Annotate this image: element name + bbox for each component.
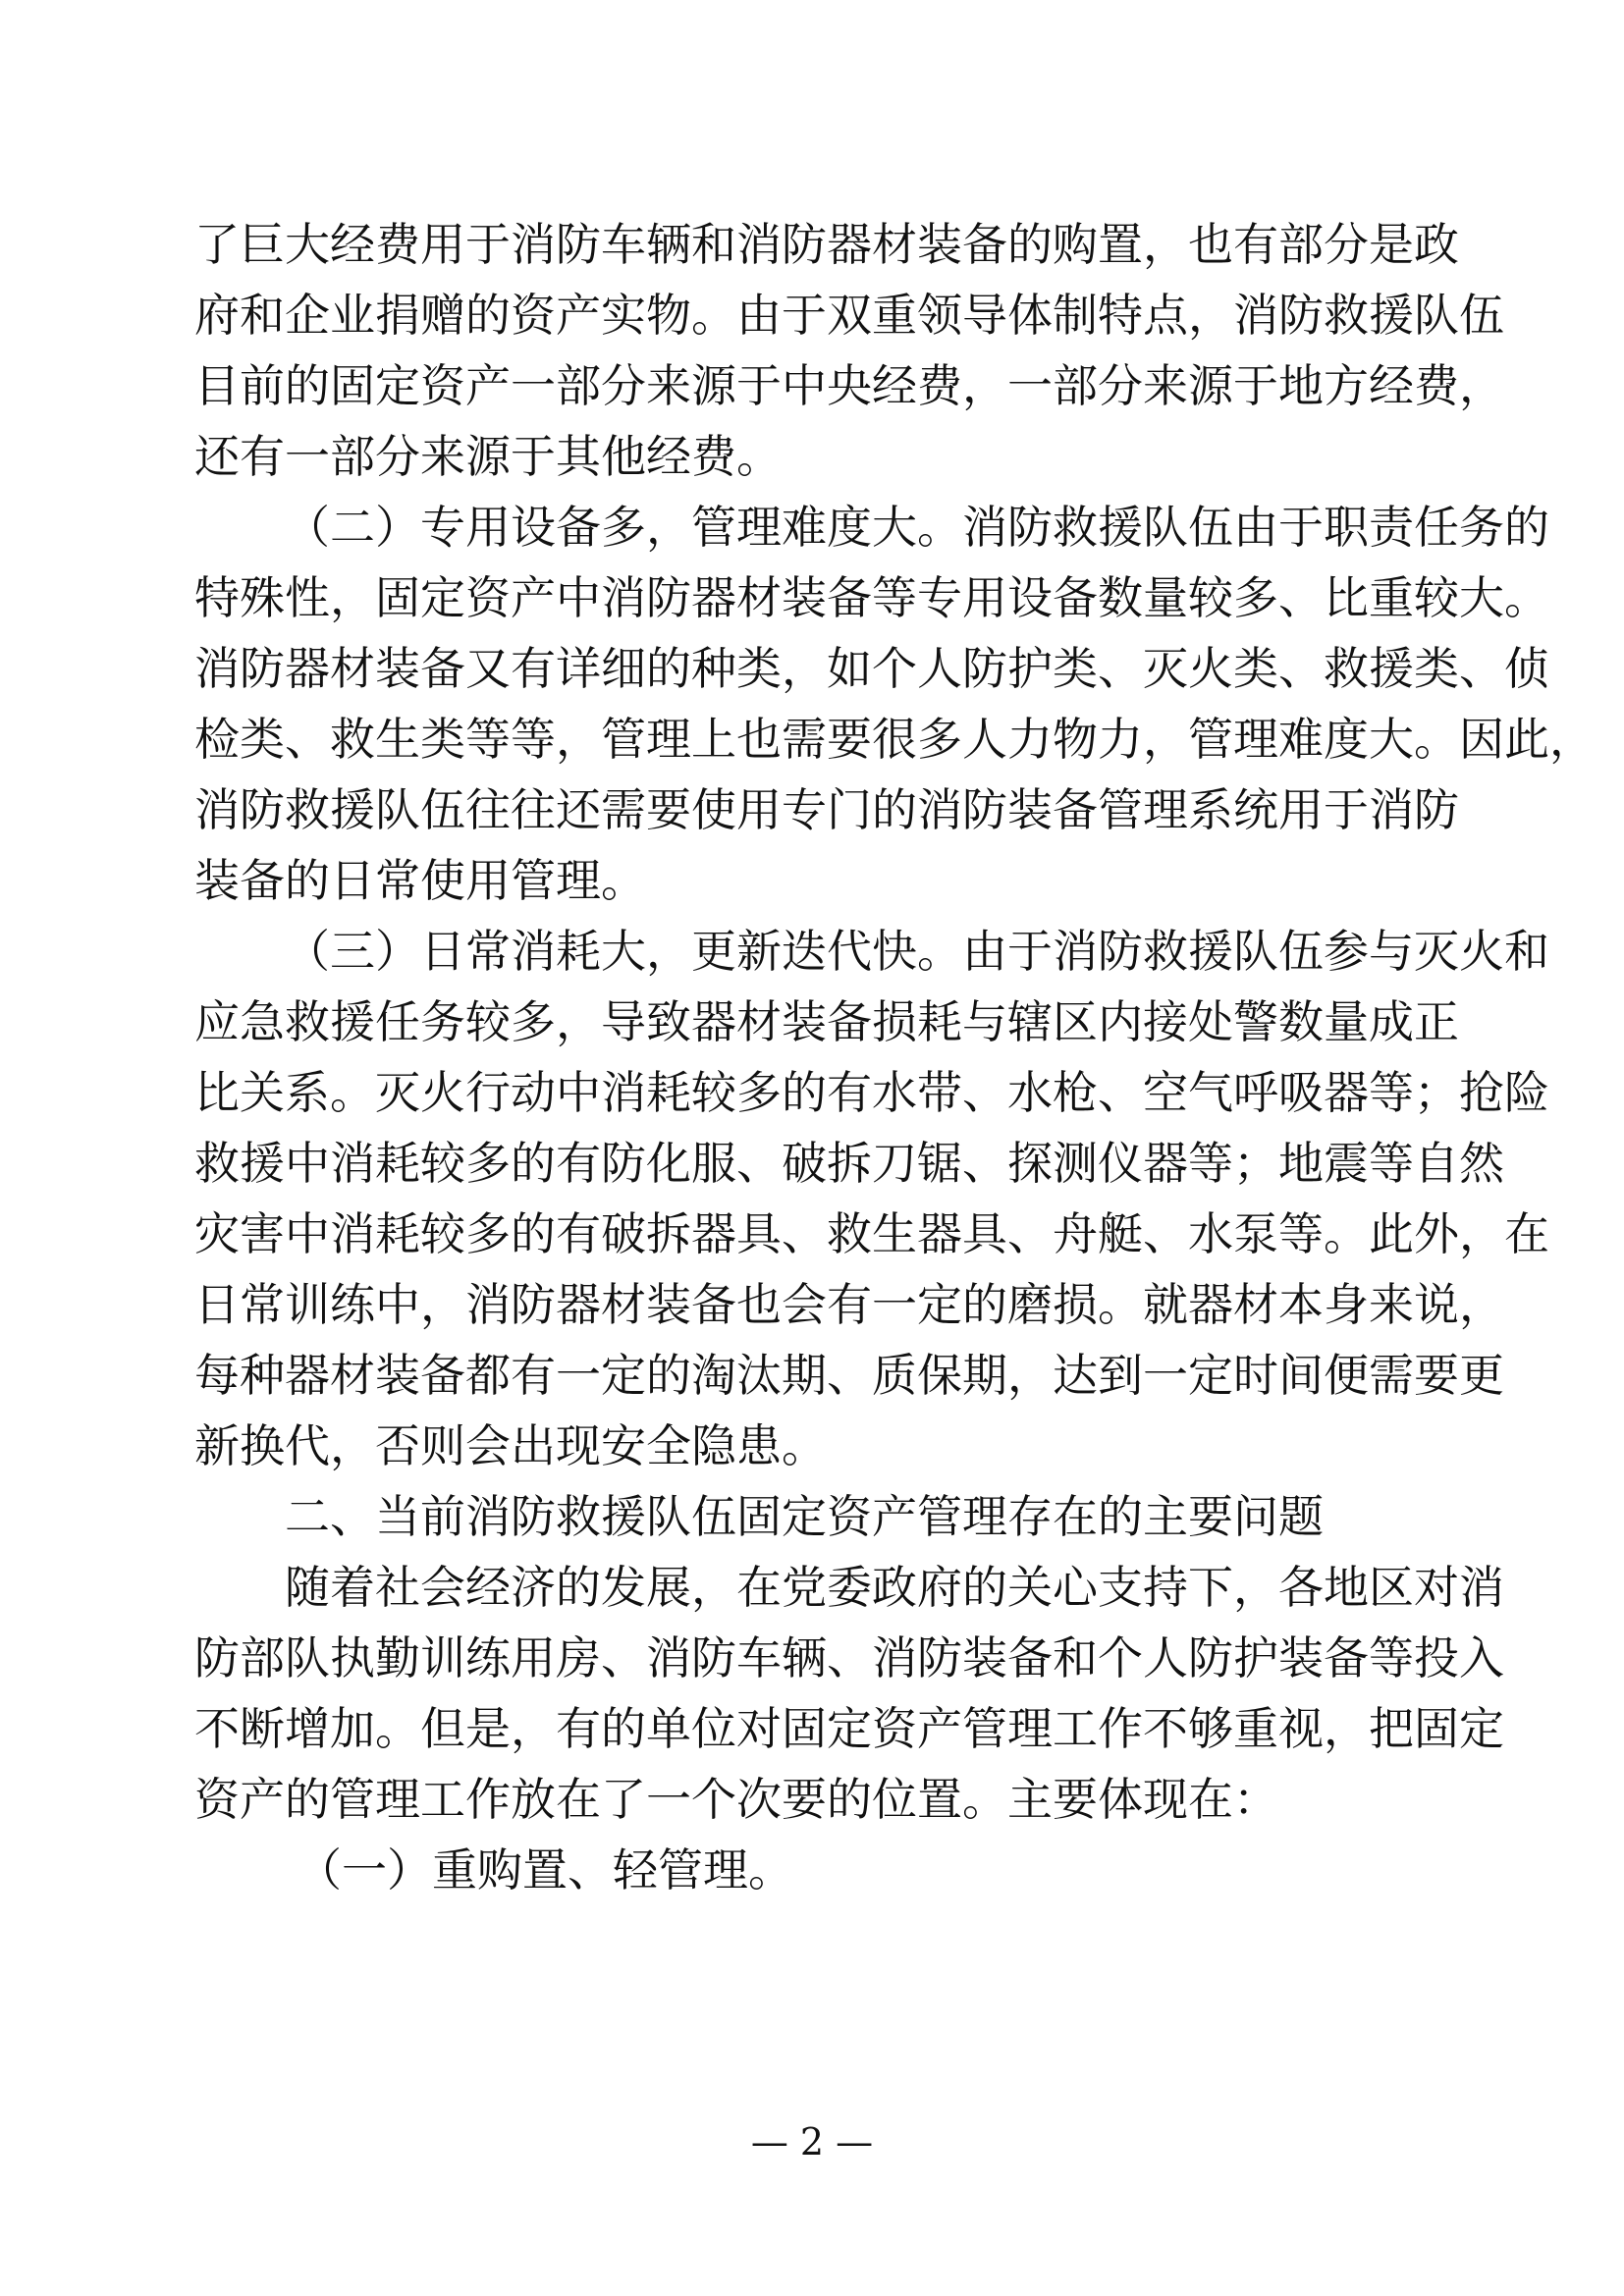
paragraph-line: 不断增加。但是，有的单位对固定资产管理工作不够重视，把固定 <box>194 1702 1504 1755</box>
paragraph-line: 消防救援队伍往往还需要使用专门的消防装备管理系统用于消防 <box>194 783 1459 836</box>
document-body <box>194 209 1595 1905</box>
paragraph-line: 救援中消耗较多的有防化服、破拆刀锯、探测仪器等；地震等自然 <box>194 1137 1504 1190</box>
paragraph-line: 比关系。灭火行动中消耗较多的有水带、水枪、空气呼吸器等；抢险 <box>194 1066 1549 1119</box>
paragraph-line: 特殊性，固定资产中消防器材装备等专用设备数量较多、比重较大。 <box>194 571 1549 624</box>
paragraph-line: 装备的日常使用管理。 <box>194 854 646 907</box>
paragraph-line: 检类、救生类等等，管理上也需要很多人力物力，管理难度大。因此， <box>194 713 1595 766</box>
paragraph-line: 新换代，否则会出现安全隐患。 <box>194 1419 827 1472</box>
paragraph-line: 每种器材装备都有一定的淘汰期、质保期，达到一定时间便需要更 <box>194 1349 1504 1402</box>
section-heading-line: （二）专用设备多，管理难度大。消防救援队伍由于职责任务的 <box>285 501 1549 554</box>
paragraph-line: 日常训练中，消防器材装备也会有一定的磨损。就器材本身来说， <box>194 1278 1504 1331</box>
section-heading-line: （三）日常消耗大，更新迭代快。由于消防救援队伍参与灭火和 <box>285 925 1549 978</box>
paragraph-line: 防部队执勤训练用房、消防车辆、消防装备和个人防护装备等投入 <box>194 1631 1504 1684</box>
paragraph-line: 消防器材装备又有详细的种类，如个人防护类、灭火类、救援类、侦 <box>194 642 1549 695</box>
paragraph-line: 还有一部分来源于其他经费。 <box>194 430 782 483</box>
paragraph-line: 灾害中消耗较多的有破拆器具、救生器具、舟艇、水泵等。此外，在 <box>194 1207 1549 1260</box>
paragraph-line: 资产的管理工作放在了一个次要的位置。主要体现在： <box>194 1773 1278 1826</box>
paragraph-line: 了巨大经费用于消防车辆和消防器材装备的购置，也有部分是政 <box>194 218 1459 271</box>
paragraph-line: 应急救援任务较多，导致器材装备损耗与辖区内接处警数量成正 <box>194 995 1459 1048</box>
paragraph-line: 目前的固定资产一部分来源于中央经费，一部分来源于地方经费， <box>194 359 1504 412</box>
section-heading-line: （一）重购置、轻管理。 <box>297 1843 793 1896</box>
paragraph-line: 随着社会经济的发展，在党委政府的关心支持下，各地区对消 <box>285 1561 1504 1614</box>
paragraph-line: 府和企业捐赠的资产实物。由于双重领导体制特点，消防救援队伍 <box>194 289 1504 342</box>
page-number: — 2 — <box>750 2120 874 2163</box>
chapter-heading: 二、当前消防救援队伍固定资产管理存在的主要问题 <box>285 1490 1324 1543</box>
